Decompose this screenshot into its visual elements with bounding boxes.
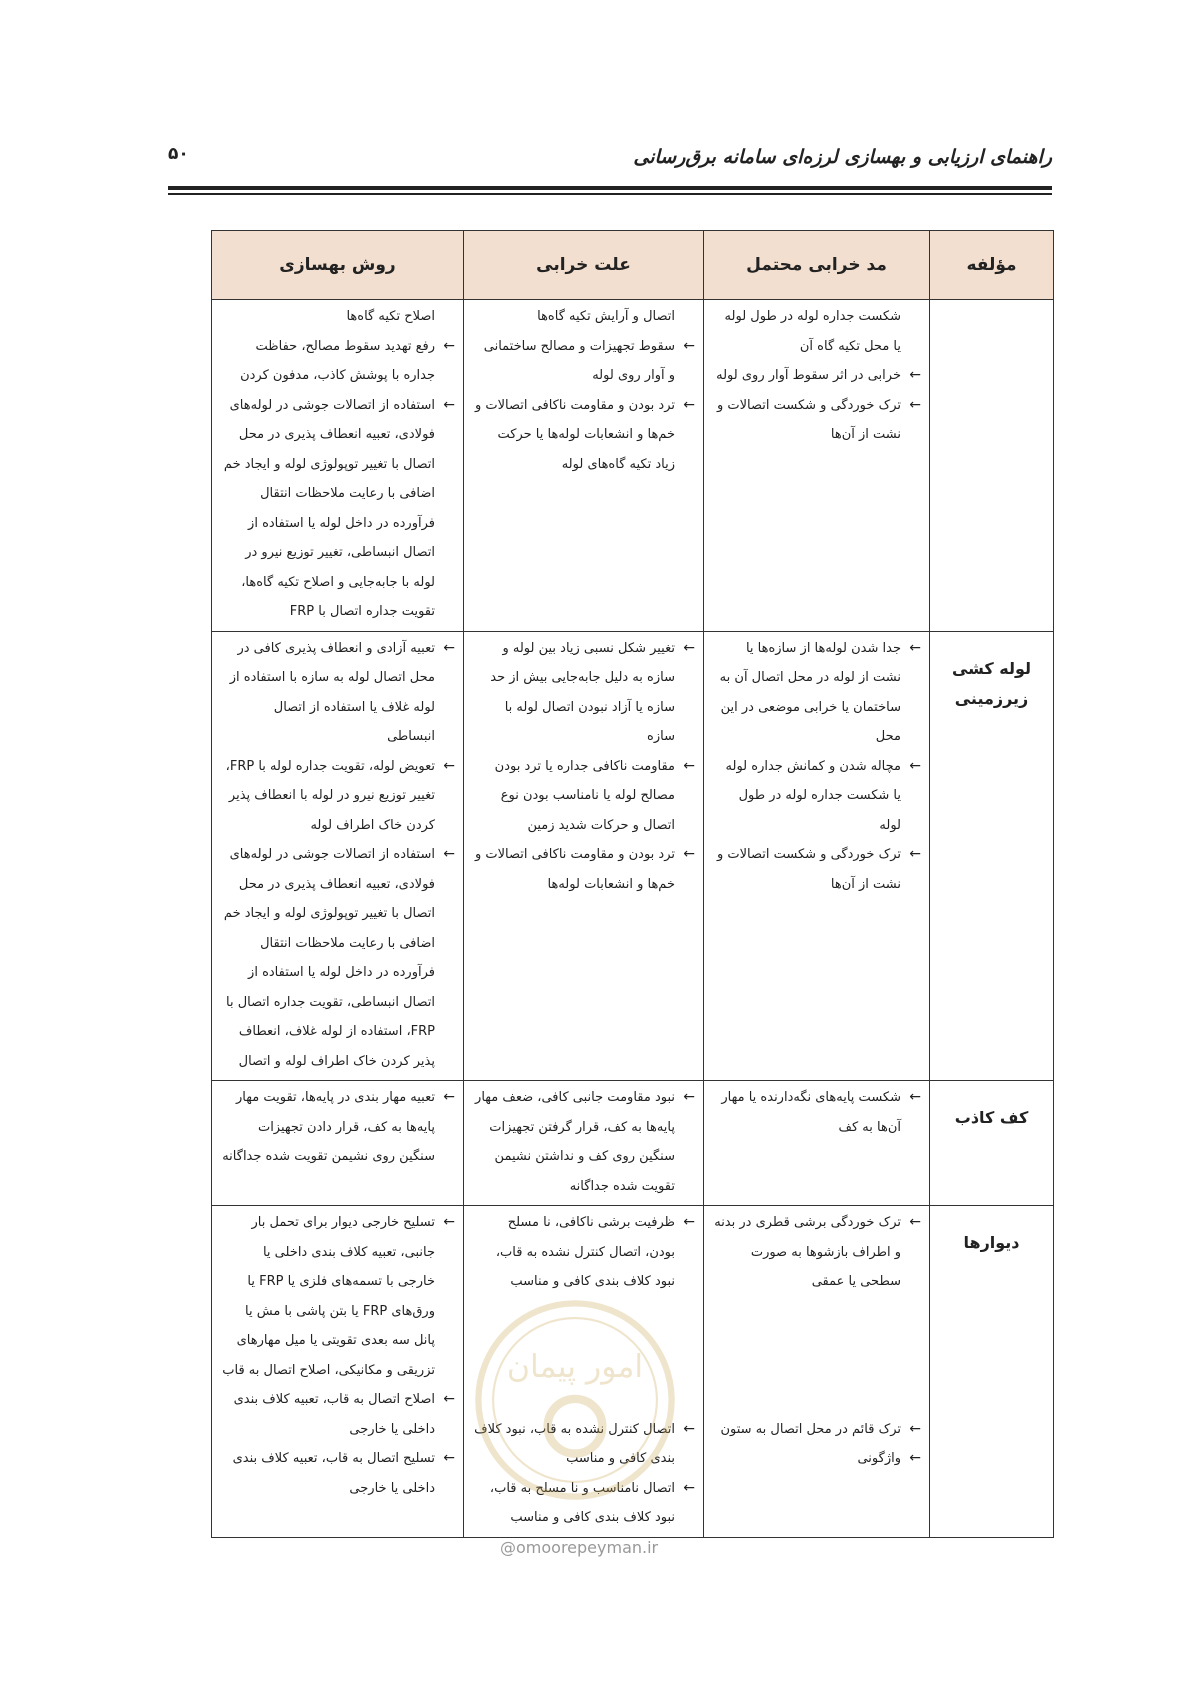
watermark-seal: [470, 1295, 680, 1505]
arrow-left-icon: ←: [909, 846, 921, 862]
table-header-row: [212, 231, 1054, 300]
method-cell: [212, 1206, 464, 1538]
list-item-text: تغییر شکل نسبی زیاد بین لوله و سازه به دلیل جابه‌جایی بیش از حد سازه یا آزاد نبودن اتصال لوله با سازه: [490, 640, 675, 744]
arrow-left-icon: ←: [683, 757, 695, 774]
list-item: [474, 302, 695, 332]
arrow-left-icon: ←: [443, 1089, 455, 1105]
list-item-text: اصلاح تکیه گاه‌ها: [346, 309, 435, 324]
list-item-text: ترد بودن و مقاومت ناکافی اتصالات و خم‌ها و انشعابات لوله‌ها یا حرکت زیاد تکیه گاه‌های لوله: [474, 397, 675, 472]
list-item: [222, 1385, 455, 1444]
list-item: [714, 1444, 921, 1474]
arrow-left-icon: ←: [909, 1214, 921, 1230]
arrow-left-icon: ←: [909, 1420, 921, 1437]
arrow-left-icon: ←: [443, 846, 455, 862]
list-item: [222, 1208, 455, 1385]
method-cell: [212, 300, 464, 632]
list-item-text: استفاده از اتصالات جوشی در لوله‌های فولادی، تعبیه انعطاف پذیری در محل اتصال با تغییر توپولوژی لوله و ایجاد خم اضافی با رعایت ملاحظات انتقال فرآورده در داخل لوله یا استفاده از اتصال انبساطی، تقویت جداره اتصال با FRP، استفاده از لوله غلاف، انعطاف پذیر کردن خاک اطراف لوله و اتصال: [223, 847, 435, 1069]
page-header: [168, 140, 1052, 184]
list-item: [474, 840, 695, 899]
arrow-left-icon: ←: [909, 1450, 921, 1466]
arrow-left-icon: ←: [443, 1450, 455, 1466]
failure-mode-cell: [704, 1081, 930, 1206]
list-item-text: اتصال کنترل نشده به قاب، نبود کلاف بندی کافی و مناسب: [474, 1421, 675, 1466]
list-item: [714, 840, 921, 899]
table-row: [212, 300, 1054, 632]
list-item-text: رفع تهدید سقوط مصالح، حفاظت جداره با پوشش کاذب، مدفون کردن: [240, 338, 435, 383]
header-rule-thin: [168, 193, 1052, 195]
arrow-left-icon: ←: [443, 337, 455, 354]
column-header-component: مؤلفه: [930, 231, 1054, 300]
method-cell: [212, 631, 464, 1081]
arrow-left-icon: ←: [683, 639, 695, 656]
list-item: [474, 391, 695, 480]
header-rule-thick: [168, 186, 1052, 190]
list-item: [714, 1208, 921, 1297]
book-title: راهنمای ارزیابی و بهسازی لرزه‌ای سامانه برق‌رسانی: [633, 146, 1052, 168]
list-item: [222, 332, 455, 391]
arrow-left-icon: ←: [443, 396, 455, 413]
list-item-text: ترک قائم در محل اتصال به ستون: [720, 1421, 901, 1437]
watermark-seal-text: امور پیمان: [506, 1348, 644, 1385]
list-item-text: مقاومت ناکافی جداره یا ترد بودن مصالح لوله یا نامناسب بودن نوع اتصال و حرکات شدید زمین: [494, 758, 675, 833]
arrow-left-icon: ←: [909, 1089, 921, 1105]
list-item-text: اتصال نامناسب و نا مسلح به قاب، نبود کلاف بندی کافی و مناسب: [489, 1480, 675, 1525]
table-row: [212, 1081, 1054, 1206]
list-item: [714, 634, 921, 752]
list-item-text: تسلیح خارجی دیوار برای تحمل بار جانبی، تعبیه کلاف بندی داخلی یا خارجی با تسمه‌های فلزی یا FRP یا ورق‌های FRP یا بتن پاشی با مش یا پانل سه بعدی تقویتی یا میل مهارهای تزریقی و مکانیکی، اصلاح اتصال به قاب: [222, 1215, 435, 1378]
list-item-text: مچاله شدن و کمانش جداره لوله یا شکست جداره لوله در طول لوله: [725, 758, 901, 833]
list-item: [222, 1083, 455, 1172]
column-header-failure-mode: مد خرابی محتمل: [704, 231, 930, 300]
component-cell: [930, 300, 1054, 632]
list-item-text: ترک خوردگی و شکست اتصالات و نشت از آن‌ها: [716, 397, 901, 442]
arrow-left-icon: ←: [683, 846, 695, 862]
arrow-left-icon: ←: [683, 1420, 695, 1437]
list-item: [222, 1444, 455, 1503]
arrow-left-icon: ←: [443, 757, 455, 774]
method-cell: [212, 1081, 464, 1206]
list-item-text: اتصال و آرایش تکیه گاه‌ها: [537, 309, 675, 324]
list-item-text: سقوط تجهیزات و مصالح ساختمانی و آوار روی لوله: [483, 338, 675, 383]
list-item-text: اصلاح اتصال به قاب، تعبیه کلاف بندی داخلی یا خارجی: [233, 1392, 435, 1437]
list-item: [714, 361, 921, 391]
list-item: [222, 391, 455, 627]
list-item: [474, 1208, 695, 1297]
list-item: [474, 1083, 695, 1201]
list-item-text: تعبیه آزادی و انعطاف پذیری کافی در محل اتصال لوله به سازه با استفاده از لوله غلاف یا استفاده از اتصال انبساطی: [229, 640, 435, 744]
list-item-text: شکست جداره لوله در طول لوله یا محل تکیه گاه آن: [724, 309, 901, 354]
arrow-left-icon: ←: [909, 639, 921, 656]
table-row: [212, 631, 1054, 1081]
column-header-method: روش بهسازی: [212, 231, 464, 300]
list-item: [474, 634, 695, 752]
component-cell: کف کاذب: [930, 1081, 1054, 1206]
page-number: ۵۰: [168, 144, 189, 164]
failure-mode-cell: [704, 1206, 930, 1538]
list-item-text: تعویض لوله، تقویت جداره لوله با FRP، تغییر توزیع نیرو در لوله با انعطاف پذیر کردن خاک اطراف لوله: [225, 758, 435, 833]
list-item: [474, 752, 695, 841]
arrow-left-icon: ←: [683, 1479, 695, 1496]
list-item: [222, 302, 455, 332]
list-item: [222, 634, 455, 752]
list-item-text: تعبیه مهار بندی در پایه‌ها، تقویت مهار پایه‌ها به کف، قرار دادن تجهیزات سنگین روی نشیمن تقویت شده جداگانه: [222, 1090, 435, 1164]
list-item-text: ترک خوردگی برشی قطری در بدنه و اطراف بازشوها به صورت سطحی یا عمقی: [714, 1215, 901, 1289]
list-item-text: ظرفیت برشی ناکافی، نا مسلح بودن، اتصال کنترل نشده به قاب، نبود کلاف بندی کافی و مناسب: [495, 1215, 675, 1289]
list-item: [714, 1415, 921, 1445]
list-item: [714, 302, 921, 361]
arrow-left-icon: ←: [683, 396, 695, 413]
arrow-left-icon: ←: [683, 1214, 695, 1230]
failure-mode-cell: [704, 631, 930, 1081]
list-item-text: شکست پایه‌های نگه‌دارنده یا مهار آن‌ها به کف: [721, 1090, 901, 1135]
cause-cell: [464, 631, 704, 1081]
spacer: [714, 1297, 921, 1415]
arrow-left-icon: ←: [683, 337, 695, 354]
arrow-left-icon: ←: [683, 1089, 695, 1105]
list-item: [714, 391, 921, 450]
list-item: [714, 1083, 921, 1142]
watermark-url: @omoorepeyman.ir: [500, 1538, 659, 1557]
component-cell: لوله کشی زیرزمینی: [930, 631, 1054, 1081]
failure-mode-cell: [704, 300, 930, 632]
arrow-left-icon: ←: [909, 396, 921, 413]
arrow-left-icon: ←: [443, 639, 455, 656]
arrow-left-icon: ←: [443, 1391, 455, 1407]
list-item-text: جدا شدن لوله‌ها از سازه‌ها یا نشت از لوله در محل اتصال آن به ساختمان یا خرابی موضعی در این محل: [719, 640, 901, 744]
cause-cell: [464, 1081, 704, 1206]
list-item-text: استفاده از اتصالات جوشی در لوله‌های فولادی، تعبیه انعطاف پذیری در محل اتصال با تغییر توپولوژی لوله و ایجاد خم اضافی با رعایت ملاحظات انتقال فرآورده در داخل لوله یا استفاده از اتصال انبساطی، تغییر توزیع نیرو در لوله با جابه‌جایی و اصلاح تکیه گاه‌ها، تقویت جداره اتصال با FRP: [223, 397, 435, 619]
list-item-text: ترک خوردگی و شکست اتصالات و نشت از آن‌ها: [716, 847, 901, 892]
list-item-text: نبود مقاومت جانبی کافی، ضعف مهار پایه‌ها به کف، قرار گرفتن تجهیزات سنگین روی کف و نداشتن نشیمن تقویت شده جداگانه: [475, 1090, 675, 1194]
list-item: [222, 752, 455, 841]
list-item: [222, 840, 455, 1076]
cause-cell: [464, 300, 704, 632]
list-item-text: تسلیح اتصال به قاب، تعبیه کلاف بندی داخلی یا خارجی: [232, 1451, 435, 1496]
arrow-left-icon: ←: [909, 757, 921, 774]
list-item-text: خرابی در اثر سقوط آوار روی لوله: [716, 368, 901, 383]
list-item-text: واژگونی: [857, 1451, 901, 1466]
component-cell: دیوارها: [930, 1206, 1054, 1538]
list-item-text: ترد بودن و مقاومت ناکافی اتصالات و خم‌ها و انشعابات لوله‌ها: [474, 847, 675, 892]
arrow-left-icon: ←: [909, 367, 921, 383]
list-item: [474, 332, 695, 391]
arrow-left-icon: ←: [443, 1214, 455, 1230]
column-header-cause: علت خرابی: [464, 231, 704, 300]
list-item: [714, 752, 921, 841]
